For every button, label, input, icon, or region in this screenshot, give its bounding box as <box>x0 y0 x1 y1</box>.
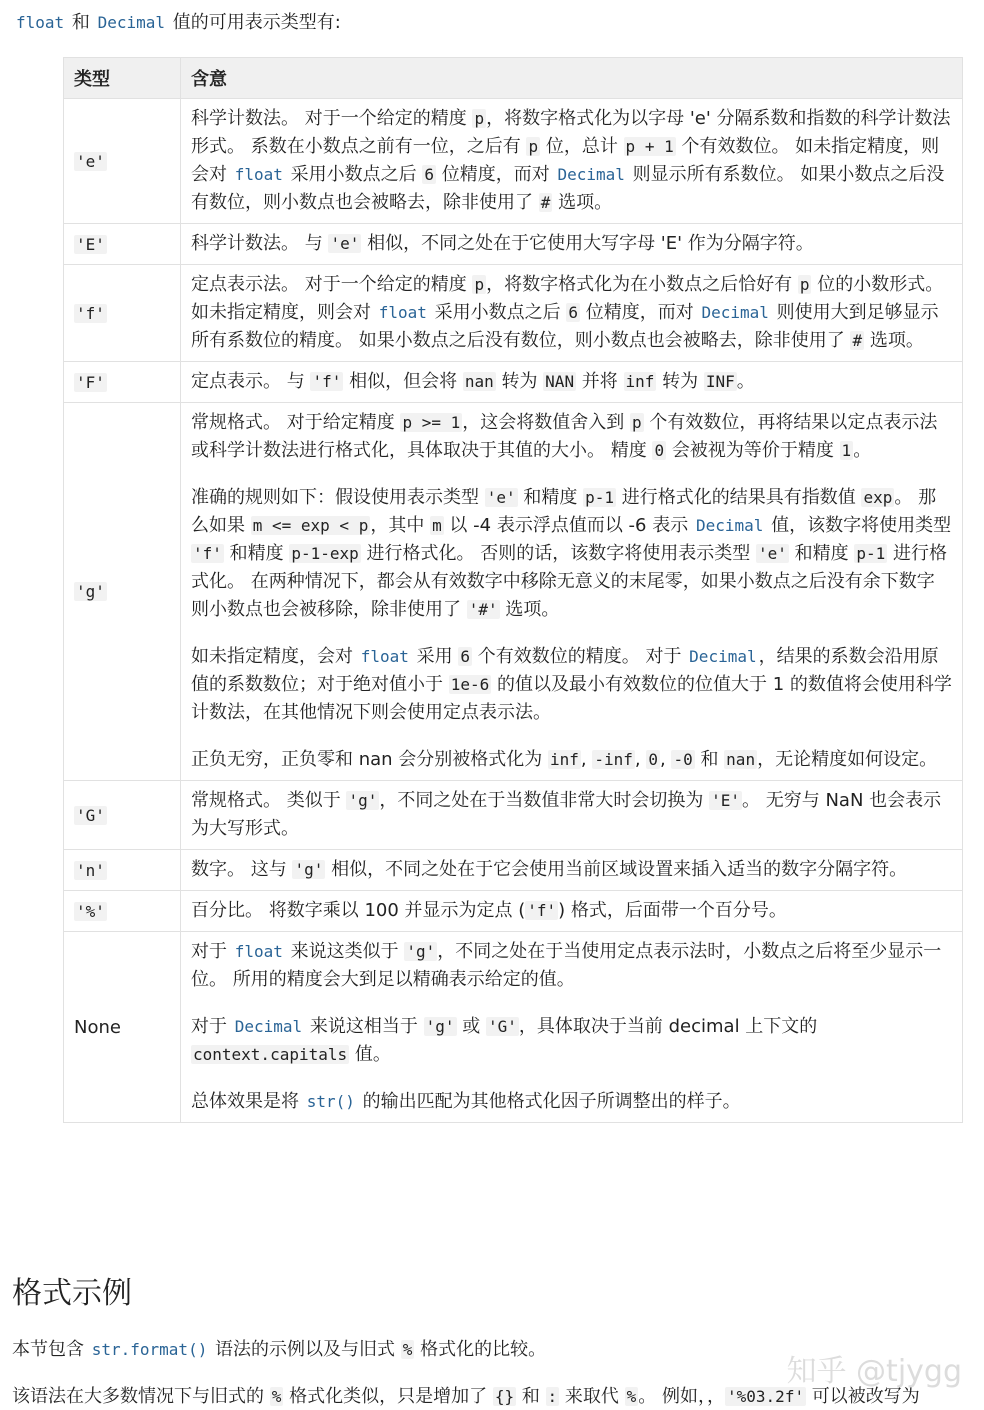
text-run: 科学计数法。 与 <box>191 233 329 254</box>
table-row <box>64 224 963 265</box>
text-run: 值。 <box>349 1044 391 1065</box>
meaning-paragraph <box>191 368 952 396</box>
text-run: 和 <box>516 1386 546 1407</box>
text-run: 进行格式化。 否则的话，该数字将使用表示类型 <box>360 543 756 564</box>
inline-code: nan <box>464 372 494 391</box>
inline-code: p-1-exp <box>291 544 359 563</box>
text-run: 选项。 <box>552 192 613 213</box>
table-row <box>64 99 963 224</box>
text-run: 来说这相当于 <box>304 1016 424 1037</box>
text-run: 采用 <box>410 646 459 667</box>
text-run: 来取代 <box>559 1386 625 1407</box>
type-code: 'e' <box>76 151 105 171</box>
table-row <box>64 362 963 403</box>
type-code: 'n' <box>76 860 105 880</box>
type-cell <box>64 224 181 265</box>
inline-code: 1 <box>841 441 852 460</box>
meaning-paragraph <box>191 938 952 994</box>
text-run: 的值以及最小有效数位的位值大于 1 的数值将会使用科学计数法，在其他情况下则会使用定点表示法。 <box>191 674 952 723</box>
type-cell <box>64 850 181 891</box>
inline-code: 'g' <box>425 1017 455 1036</box>
text-run: 则显示所有系数位。 如果小数点之后没有数位，则小数点也会被略去，除非使用了 <box>191 164 945 213</box>
inline-code: 'e' <box>486 488 516 507</box>
reference-link[interactable]: Decimal <box>695 516 764 535</box>
reference-link[interactable]: str.format() <box>91 1340 208 1359</box>
reference-link[interactable]: float <box>234 942 283 961</box>
text-run: 个有效数位。 如未指定精度，则会对 <box>191 136 940 185</box>
text-run: ，无论精度如何设定。 <box>757 749 938 770</box>
text-run: 对于 <box>191 1016 233 1037</box>
inline-code: INF <box>705 372 735 391</box>
reference-link[interactable]: Decimal <box>234 1017 303 1036</box>
section-heading: 格式示例 <box>12 1276 132 1311</box>
meaning-paragraph <box>191 230 952 258</box>
text-run: 。 <box>736 371 755 392</box>
text-run: 或 <box>456 1016 486 1037</box>
inline-code: # <box>852 331 863 350</box>
type-code: 'f' <box>76 303 105 323</box>
text-run: 个有效数位的精度。 对于 <box>472 646 688 667</box>
meaning-paragraph <box>191 105 952 217</box>
meaning-cell <box>181 850 963 891</box>
meaning-paragraph <box>191 484 952 624</box>
text-run: 和精度 <box>223 543 290 564</box>
intro-line <box>14 10 341 36</box>
text-run: ，将数字格式化为以字母 'e' 分隔系数和指数的科学计数法形式。 系数在小数点之前有一位，之后有 <box>191 108 951 157</box>
meaning-paragraph <box>191 897 952 925</box>
text-run: ，不同之处在于当使用定点表示法时，小数点之后将至少显示一位。 所用的精度会大到足以精确表示给定的值。 <box>191 941 942 990</box>
type-code: None <box>74 1016 121 1038</box>
inline-code: 6 <box>424 165 434 184</box>
inline-code: 'f' <box>527 901 557 920</box>
text-run: 。 那么如果 <box>191 487 937 536</box>
text-run: 准确的规则如下：假设使用表示类型 <box>191 487 485 508</box>
type-code: 'E' <box>76 234 105 254</box>
intro-text-end: 值的可用表示类型有: <box>167 12 341 33</box>
meaning-cell <box>181 99 963 224</box>
text-run: 位的小数形式。 如未指定精度，则会对 <box>191 274 944 323</box>
inline-code: 'G' <box>487 1017 517 1036</box>
inline-code: m <= exp < p <box>252 516 369 535</box>
inline-code: {} <box>494 1387 515 1406</box>
inline-code: 'g' <box>294 860 324 879</box>
table-row <box>64 265 963 362</box>
text-run: 常规格式。 对于给定精度 <box>191 412 401 433</box>
text-run: 个有效数位，再将结果以定点表示法或科学计数法进行格式化，具体取决于其值的大小。 精度 <box>191 412 938 461</box>
inline-code: p + 1 <box>625 137 674 156</box>
inline-code: inf <box>550 750 579 769</box>
text-run: 位精度，而对 <box>580 302 700 323</box>
inline-code: context.capitals <box>193 1045 348 1064</box>
type-cell <box>64 891 181 932</box>
text-run: 正负无穷，正负零和 nan 会分别被格式化为 <box>191 749 549 770</box>
reference-link[interactable]: float <box>360 647 409 666</box>
inline-code: 'E' <box>711 791 740 810</box>
type-cell <box>64 99 181 224</box>
text-run: ，其中 <box>370 515 431 536</box>
reference-link[interactable]: Decimal <box>689 647 757 666</box>
inline-code: m <box>432 516 442 535</box>
inline-code: p <box>631 413 642 432</box>
intro-text: 和 <box>66 12 96 33</box>
text-run: ，不同之处在于当数值非常大时会切换为 <box>379 790 710 811</box>
type-code: 'F' <box>76 372 105 392</box>
table-row <box>64 891 963 932</box>
inline-code: nan <box>726 750 756 769</box>
text-run: , <box>580 749 593 770</box>
text-run: 和精度 <box>788 543 855 564</box>
meaning-paragraph <box>191 409 952 465</box>
text-run: 来说这类似于 <box>284 941 405 962</box>
text-run: ，这会将数值舍入到 <box>462 412 630 433</box>
inline-code: 'e' <box>757 544 787 563</box>
meaning-cell <box>181 224 963 265</box>
inline-code: 'f' <box>193 544 222 563</box>
text-run: 以 -4 表示浮点值而以 -6 表示 <box>443 515 694 536</box>
text-run: 采用小数点之后 <box>428 302 567 323</box>
type-cell <box>64 781 181 850</box>
inline-code: % <box>626 1387 637 1406</box>
meaning-paragraph <box>191 1013 952 1069</box>
text-run: , <box>634 749 647 770</box>
table-row <box>64 403 963 781</box>
reference-link[interactable]: Decimal <box>557 165 625 184</box>
inline-code: -0 <box>673 750 693 769</box>
inline-code: 6 <box>568 303 578 322</box>
section-paragraph-2 <box>12 1384 920 1410</box>
section-paragraph-1 <box>12 1337 546 1363</box>
text-run: 和 <box>694 749 725 770</box>
meaning-paragraph <box>191 271 952 355</box>
text-run: 转为 <box>656 371 704 392</box>
meaning-paragraph <box>191 643 952 727</box>
type-cell <box>64 932 181 1123</box>
meaning-cell <box>181 932 963 1123</box>
reference-link[interactable]: str() <box>306 1092 355 1111</box>
table-row <box>64 932 963 1123</box>
text-run: 选项。 <box>499 599 560 620</box>
inline-code: : <box>547 1387 558 1406</box>
inline-code: % <box>271 1387 282 1406</box>
text-run: ，结果的系数会沿用原值的系数数位；对于绝对值小于 <box>191 646 939 695</box>
inline-code: 1e-6 <box>450 675 490 694</box>
inline-code: 0 <box>648 750 658 769</box>
type-cell <box>64 265 181 362</box>
text-run: , <box>660 749 672 770</box>
text-run: ，将数字格式化为在小数点之后恰好有 <box>486 274 798 295</box>
inline-code: 'g' <box>406 942 436 961</box>
text-run: 定点表示。 与 <box>191 371 311 392</box>
text-run: 可以被改写为 <box>806 1386 920 1407</box>
inline-code: p <box>474 275 485 294</box>
reference-link[interactable]: Decimal <box>701 303 769 322</box>
inline-code: exp <box>863 488 893 507</box>
text-run: 位，总计 <box>540 136 624 157</box>
text-run: 相似，不同之处在于它使用大写字母 'E' 作为分隔字符。 <box>361 233 814 254</box>
text-run: 格式化的比较。 <box>414 1339 547 1360</box>
inline-code: '%03.2f' <box>727 1387 805 1406</box>
inline-code: 0 <box>654 441 665 460</box>
table-row <box>64 781 963 850</box>
watermark: 知乎 @tjygg <box>786 1354 962 1389</box>
inline-code: 'f' <box>312 372 342 391</box>
meaning-paragraph <box>191 746 952 774</box>
inline-code: p-1 <box>856 544 886 563</box>
text-run: 总体效果是将 <box>191 1091 305 1112</box>
text-run: 定点表示法。 对于一个给定的精度 <box>191 274 473 295</box>
inline-code: p <box>528 137 539 156</box>
text-run: 相似，但会将 <box>343 371 463 392</box>
inline-code: -inf <box>594 750 633 769</box>
type-code: 'G' <box>76 805 105 825</box>
decimal-link[interactable]: Decimal <box>97 13 166 32</box>
type-code: '%' <box>76 901 105 921</box>
text-run: 的输出匹配为其他格式化因子所调整出的样子。 <box>356 1091 741 1112</box>
text-run: 转为 <box>495 371 544 392</box>
text-run: 百分比。 将数字乘以 100 并显示为定点 ( <box>191 900 526 921</box>
table-header-row <box>64 58 963 99</box>
inline-code: # <box>540 193 551 212</box>
reference-link[interactable]: float <box>234 165 283 184</box>
text-run: 语法的示例以及与旧式 <box>209 1339 401 1360</box>
inline-code: NAN <box>545 372 575 391</box>
text-run: 常规格式。 类似于 <box>191 790 347 811</box>
text-run: 。 <box>853 440 872 461</box>
text-run: 进行格式化。 在两种情况下，都会从有效数字中移除无意义的末尾零，如果小数点之后没有余下数字则小数点也会被移除，除非使用了 <box>191 543 947 620</box>
meaning-cell <box>181 362 963 403</box>
text-run: 相似，不同之处在于它会使用当前区域设置来插入适当的数字分隔字符。 <box>325 859 908 880</box>
text-run: 对于 <box>191 941 233 962</box>
inline-code: p <box>799 275 810 294</box>
inline-code: 'g' <box>348 791 378 810</box>
text-run: 选项。 <box>864 330 924 351</box>
inline-code: p-1 <box>585 488 614 507</box>
text-run: ，具体取决于当前 decimal 上下文的 <box>518 1016 818 1037</box>
header-type: 类型 <box>64 58 181 99</box>
text-run: 值，该数字将使用类型 <box>765 515 952 536</box>
text-run: 则使用大到足够显示所有系数位的精度。 如果小数点之后没有数位，则小数点也会被略去，除非使用了 <box>191 302 939 351</box>
text-run: 格式化类似，只是增加了 <box>283 1386 493 1407</box>
inline-code: '#' <box>468 600 498 619</box>
meaning-paragraph <box>191 1088 952 1116</box>
header-meaning: 含意 <box>181 58 963 99</box>
text-run: 该语法在大多数情况下与旧式的 <box>12 1386 270 1407</box>
text-run: ) 格式，后面带一个百分号。 <box>558 900 787 921</box>
text-run: 会被视为等价于精度 <box>666 440 840 461</box>
meaning-paragraph <box>191 856 952 884</box>
text-run: 位精度，而对 <box>436 164 556 185</box>
inline-code: p <box>474 109 485 128</box>
inline-code: inf <box>625 372 655 391</box>
text-run: 如未指定精度，会对 <box>191 646 359 667</box>
type-cell <box>64 403 181 781</box>
meaning-cell <box>181 781 963 850</box>
table-row <box>64 850 963 891</box>
text-run: 科学计数法。 对于一个给定的精度 <box>191 108 473 129</box>
presentation-types-table <box>63 57 963 1123</box>
text-run: 并将 <box>576 371 624 392</box>
meaning-paragraph <box>191 787 952 843</box>
type-code: 'g' <box>76 582 105 601</box>
inline-code: 6 <box>460 647 470 666</box>
text-run: 。 无穷与 NaN 也会表示为大写形式。 <box>191 790 942 839</box>
text-run: 和精度 <box>517 487 584 508</box>
text-run: 采用小数点之后 <box>284 164 423 185</box>
type-cell <box>64 362 181 403</box>
meaning-cell <box>181 403 963 781</box>
inline-code: % <box>402 1340 413 1359</box>
text-run: 进行格式化的结果具有指数值 <box>616 487 862 508</box>
inline-code: 'e' <box>330 234 360 253</box>
text-run: 数字。 这与 <box>191 859 293 880</box>
meaning-cell <box>181 265 963 362</box>
inline-code: p >= 1 <box>402 413 461 432</box>
text-run: 。 例如，， <box>638 1386 726 1407</box>
meaning-cell <box>181 891 963 932</box>
float-link[interactable]: float <box>16 13 65 32</box>
reference-link[interactable]: float <box>378 303 427 322</box>
text-run: 本节包含 <box>12 1339 90 1360</box>
